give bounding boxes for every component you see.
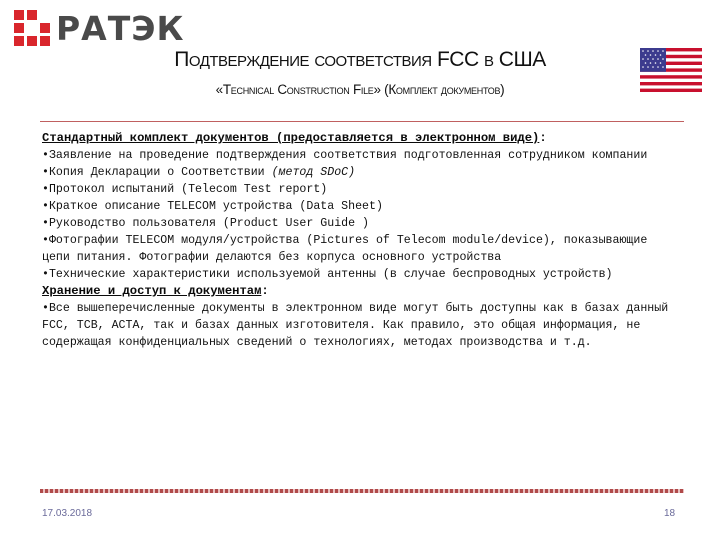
slide-body <box>42 130 682 351</box>
list-item: •Фотографии TELECOM модуля/устройства (Pictures of Telecom module/device), показывающие цепи питания. Фотографии делаются без корпуса основного устройства <box>42 234 648 264</box>
list-item: •Руководство пользователя (Product User Guide ) <box>42 217 369 230</box>
list-item: •Протокол испытаний (Telecom Test report) <box>42 183 328 196</box>
page-number: 18 <box>664 508 676 519</box>
list-item: •Краткое описание TELECOM устройства (Data Sheet) <box>42 200 383 213</box>
company-logo <box>14 8 184 48</box>
section-heading-standard-colon: : <box>539 131 547 145</box>
section-heading-storage-text: Хранение и доступ к документам <box>42 284 262 298</box>
page-title <box>0 48 720 72</box>
section-heading-standard <box>42 130 682 147</box>
section-heading-standard-text: Стандартный комплект документов (предоставляется в электронном виде) <box>42 131 540 145</box>
page-subtitle-text: «Technical Construction File» (Комплект документов) <box>215 82 505 97</box>
footer-divider <box>40 489 684 493</box>
logo-text: РАТЭК <box>56 8 185 48</box>
header-divider <box>40 121 684 122</box>
us-flag-icon <box>640 48 702 92</box>
storage-paragraph: •Все вышеперечисленные документы в электронном виде могут быть доступны как в базах данный FCC, TCB, ACTA, так и базах данных изготовителя. Как правило, это общая информация, не содержащая конфиденциальных сведений о технологиях, методах производства и т.д. <box>42 302 669 349</box>
list-item <box>42 164 682 181</box>
section-heading-storage <box>42 283 682 300</box>
page-subtitle <box>0 82 720 97</box>
section-heading-storage-colon: : <box>261 284 269 298</box>
footer-date: 17.03.2018 <box>42 508 93 519</box>
page-title-text: Подтверждение соответствия FCC в США <box>174 48 546 71</box>
logo-mark-icon <box>14 10 50 46</box>
list-item-italic: (метод SDoC) <box>271 166 356 179</box>
list-item: •Технические характеристики используемой антенны (в случае беспроводных устройств) <box>42 268 613 281</box>
list-item-text: •Копия Декларации о Соответствии <box>42 166 272 179</box>
list-item: •Заявление на проведение подтверждения соответствия подготовленная сотрудником компании <box>42 149 648 162</box>
